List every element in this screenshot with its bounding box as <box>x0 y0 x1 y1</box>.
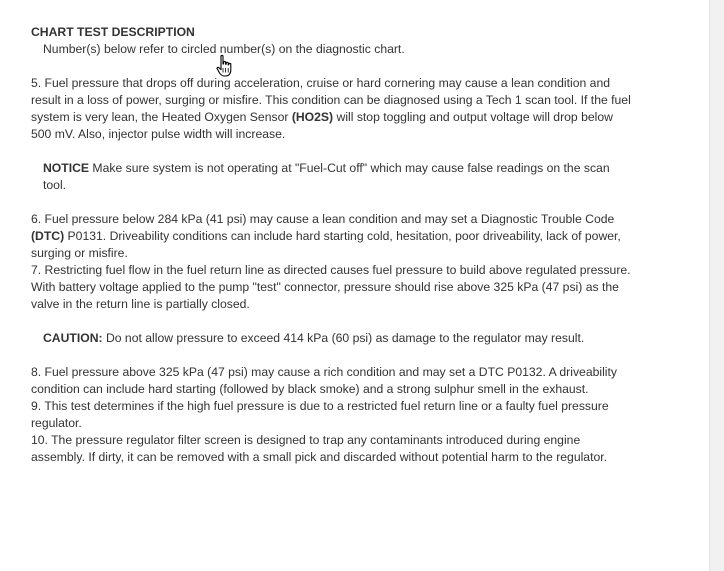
hand-pointer-icon <box>215 54 235 78</box>
caution-paragraph <box>31 330 631 347</box>
spacer <box>31 143 631 160</box>
spacer <box>31 58 631 75</box>
item-5-text-b: will stop toggling and output voltage will drop below 500 mV. Also, injector pulse width will increase. <box>31 110 613 141</box>
item-6 <box>31 211 631 262</box>
item-5-bold: (HO2S) <box>291 110 334 124</box>
item-5 <box>31 75 631 143</box>
notice-paragraph <box>31 160 631 194</box>
caution-text: Do not allow pressure to exceed 414 kPa (60 psi) as damage to the regulator may result. <box>102 331 585 345</box>
item-6-bold: (DTC) <box>31 229 65 243</box>
chart-test-description <box>31 24 631 466</box>
spacer <box>31 313 631 330</box>
spacer <box>31 194 631 211</box>
notice-label: NOTICE <box>43 161 90 175</box>
spacer <box>31 347 631 364</box>
item-9: 9. This test determines if the high fuel pressure is due to a restricted fuel return line or a faulty fuel pressure regulator. <box>31 399 609 430</box>
item-7: 7. Restricting fuel flow in the fuel return line as directed causes fuel pressure to build above regulated pressure. With battery voltage applied to the pump "test" connector, pressure should rise above 325 kPa (47 psi) as the valve in the return line is partially closed. <box>31 263 631 311</box>
notice-text: Make sure system is not operating at "Fuel-Cut off" which may cause false readings on the scan tool. <box>43 161 610 192</box>
item-6-text-a: 6. Fuel pressure below 284 kPa (41 psi) may cause a lean condition and may set a Diagnostic Trouble Code <box>31 212 615 226</box>
section-heading: CHART TEST DESCRIPTION <box>31 25 195 39</box>
scrollbar-track[interactable] <box>709 0 724 571</box>
item-10: 10. The pressure regulator filter screen is designed to trap any contaminants introduced during engine assembly. If dirty, it can be removed with a small pick and discarded without potential harm to the regulator. <box>31 433 608 464</box>
item-8: 8. Fuel pressure above 325 kPa (47 psi) may cause a rich condition and may set a DTC P0132. A driveability condition can include hard starting (followed by black smoke) and a strong sulphur smell in the exhaust. <box>31 365 617 396</box>
item-5-text-a: 5. Fuel pressure that drops off during acceleration, cruise or hard cornering may cause a lean condition and result in a loss of power, surging or misfire. This condition can be diagnosed using a Tech 1 scan tool. If the fuel system is very lean, the Heated Oxygen Sensor <box>31 76 631 124</box>
item-6-text-b: P0131. Driveability conditions can include hard starting cold, hesitation, poor driveability, lack of power, surging or misfire. <box>31 229 621 260</box>
caution-label: CAUTION: <box>43 331 103 345</box>
intro-text: Number(s) below refer to circled number(s) on the diagnostic chart. <box>43 42 405 56</box>
